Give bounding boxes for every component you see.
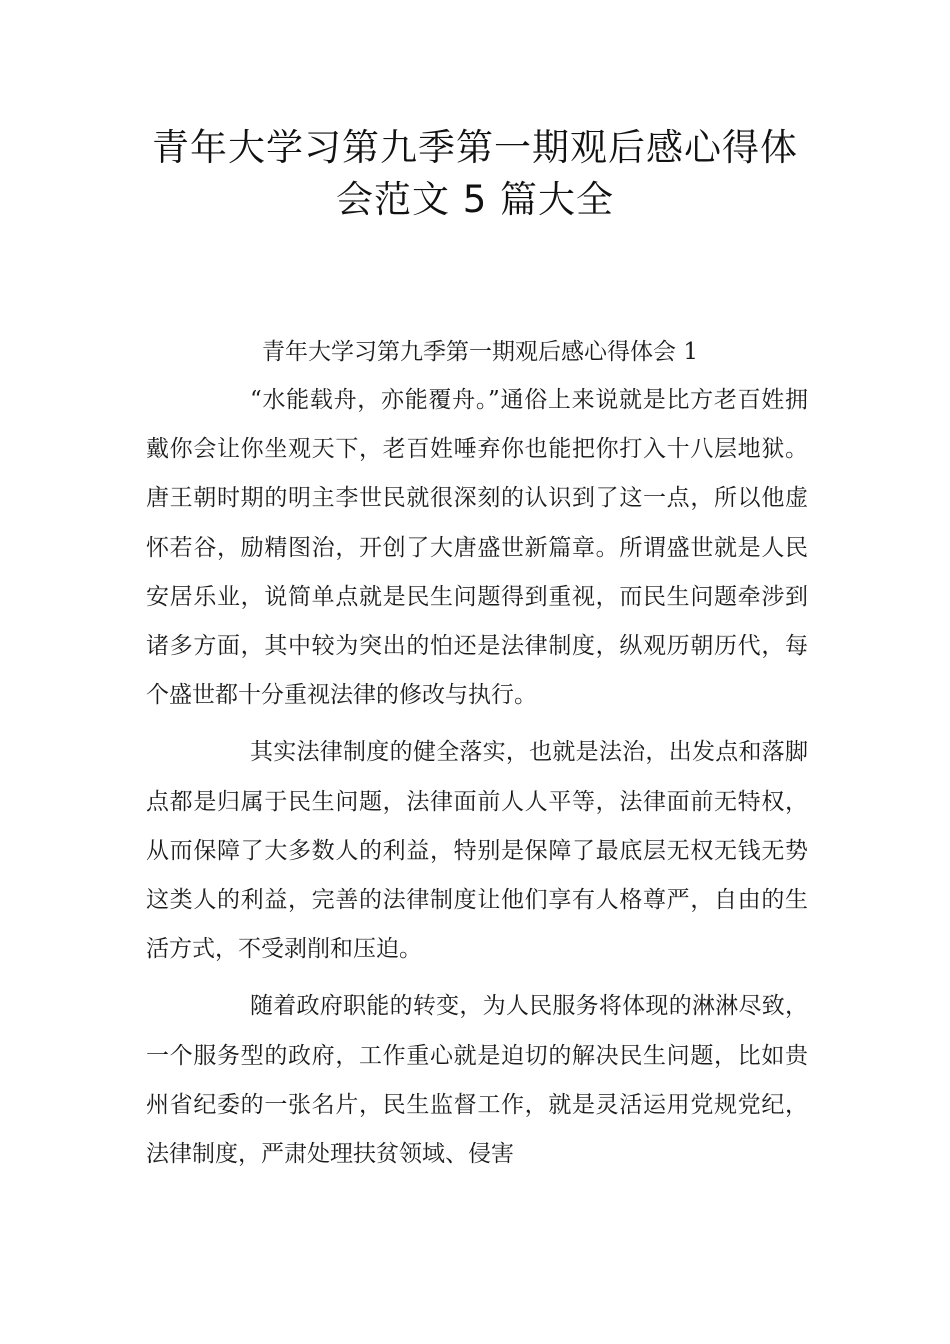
paragraph-2: 其实法律制度的健全落实，也就是法治，出发点和落脚点都是归属于民生问题，法律面前人人平等，法律面前无特权，从而保障了大多数人的利益，特别是保障了最底层无权无钱无势这类人的利益，完善的法律制度让他们享有人格尊严，自由的生活方式，不受剥削和压迫。 <box>146 739 808 963</box>
section-heading: 青年大学习第九季第一期观后感心得体会 1 <box>262 339 698 365</box>
article-body <box>146 328 808 1187</box>
document-title <box>120 122 830 226</box>
paragraph-3: 随着政府职能的转变，为人民服务将体现的淋淋尽致，一个服务型的政府，工作重心就是迫切的解决民生问题，比如贵州省纪委的一张名片，民生监督工作，就是灵活运用党规党纪，法律制度，严肃处理扶贫领域、侵害 <box>146 993 808 1168</box>
title-line-1: 青年大学习第九季第一期观后感心得体 <box>152 126 798 169</box>
title-line-2: 会范文 5 篇大全 <box>335 178 615 221</box>
paragraph-1: “水能载舟，亦能覆舟。”通俗上来说就是比方老百姓拥戴你会让你坐观天下，老百姓唾弃你也能把你打入十八层地狱。唐王朝时期的明主李世民就很深刻的认识到了这一点，所以他虚怀若谷，励精图治，开创了大唐盛世新篇章。所谓盛世就是人民安居乐业，说简单点就是民生问题得到重视，而民生问题牵涉到诸多方面，其中较为突出的怕还是法律制度，纵观历朝历代，每个盛世都十分重视法律的修改与执行。 <box>146 387 808 709</box>
